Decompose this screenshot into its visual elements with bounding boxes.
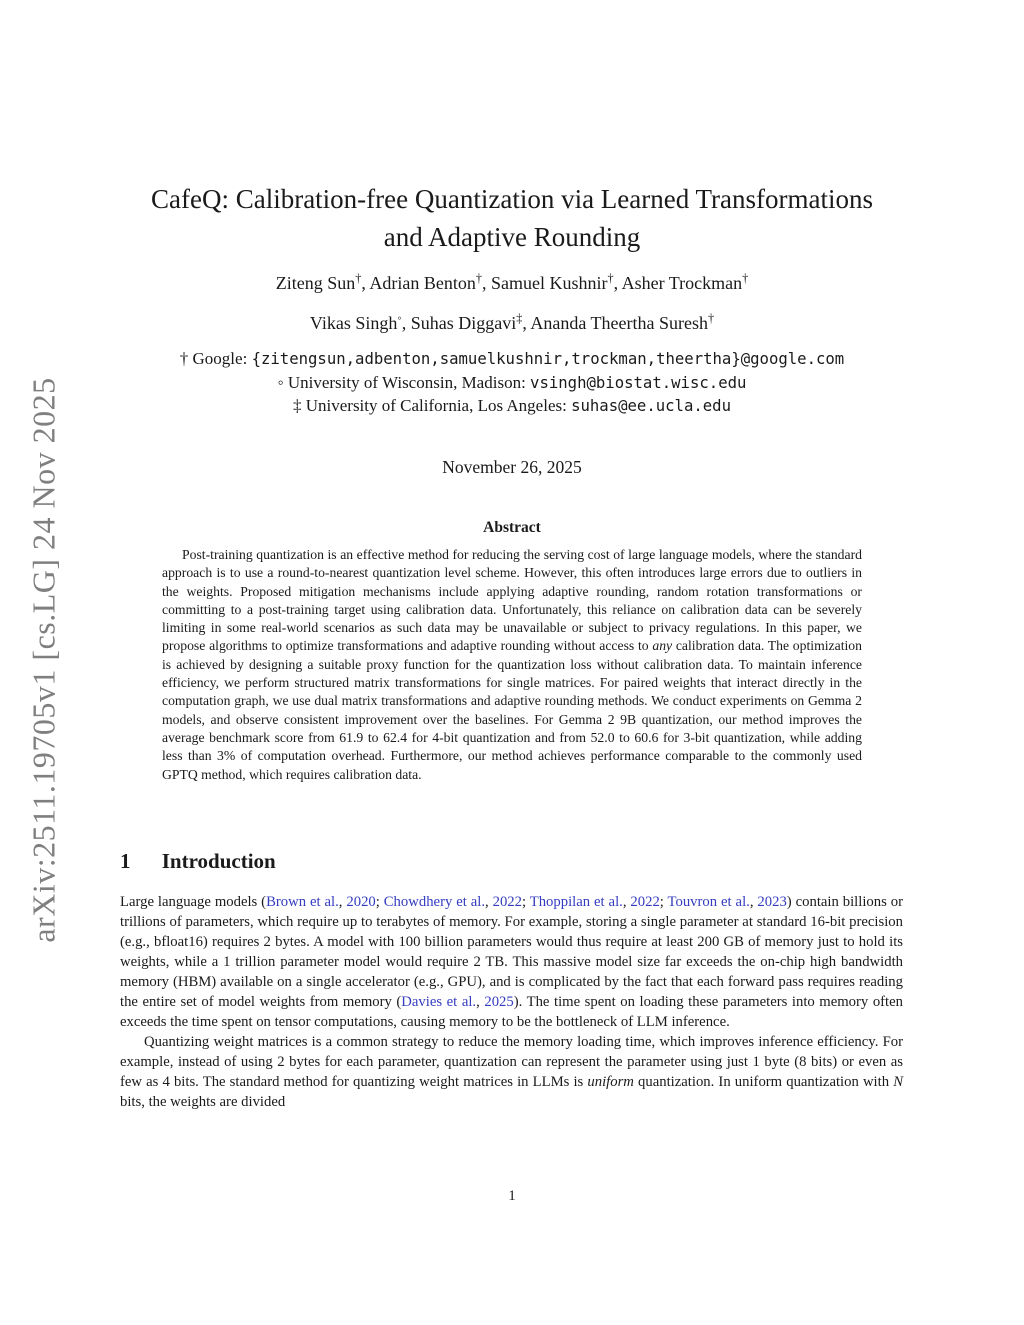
citation-link[interactable]: Davies et al. bbox=[401, 994, 477, 1010]
authors-line-1 bbox=[0, 273, 1024, 294]
citation-link[interactable]: 2020 bbox=[346, 894, 376, 910]
citation-link[interactable]: Thoppilan et al. bbox=[529, 894, 623, 910]
author-affiliation-mark: † bbox=[475, 271, 482, 285]
abstract-heading: Abstract bbox=[483, 519, 541, 536]
text-segment: quantization. In uniform quantization with bbox=[633, 1074, 894, 1090]
text-segment: † Google: bbox=[179, 349, 252, 368]
author-affiliation-mark: ◦ bbox=[397, 311, 402, 325]
affiliation-google bbox=[0, 347, 1024, 371]
email-text: suhas@ee.ucla.edu bbox=[571, 396, 731, 415]
text-segment: , bbox=[749, 894, 758, 910]
author-affiliation-mark: † bbox=[742, 271, 749, 285]
citation-link[interactable]: 2025 bbox=[484, 994, 514, 1010]
text-segment: calibration data. The optimization is achieved by designing a suitable proxy function for the quantization loss without calibration data. To maintain inference efficiency, we perform structured matrix transformations for single matrices. For paired weights that interact directly in the computation graph, we use dual matrix transformations and adaptive rounding methods. We conduct experiments on Gemma 2 models, and observe consistent improvement over the baselines. For Gemma 2 9B quantization, our method improves the average benchmark score from 61.9 to 62.4 for 4-bit quantization and from 52.0 to 60.6 for 3-bit quantization, while adding less than 3% of computation overhead. Furthermore, our method achieves performance comparable to the commonly used GPTQ method, which requires calibration data. bbox=[162, 638, 862, 782]
text-segment: bits, the weights are divided bbox=[120, 1094, 286, 1110]
text-segment: , bbox=[485, 894, 493, 910]
section-heading-introduction bbox=[120, 849, 276, 874]
author-affiliation-mark: ‡ bbox=[516, 311, 523, 325]
citation-link[interactable]: 2022 bbox=[492, 894, 522, 910]
email-text: vsingh@biostat.wisc.edu bbox=[530, 372, 747, 392]
text-segment: , Adrian Benton bbox=[361, 273, 476, 293]
text-segment: ; bbox=[659, 894, 668, 910]
intro-paragraph-1 bbox=[120, 892, 903, 1032]
citation-link[interactable]: Brown et al. bbox=[266, 894, 339, 910]
arxiv-watermark: arXiv:2511.19705v1 [cs.LG] 24 Nov 2025 bbox=[25, 377, 62, 943]
text-segment: Vikas Singh bbox=[309, 313, 398, 333]
email-text: {zitengsun,adbenton,samuelkushnir,trockman,theertha}@google.com bbox=[251, 349, 845, 368]
author-affiliation-mark: † bbox=[607, 271, 614, 285]
text-segment: ◦ University of Wisconsin, Madison: bbox=[277, 372, 531, 392]
introduction-body bbox=[120, 892, 903, 1112]
text-segment: ) contain billions or trillions of parameters, which require up to terabytes of memory. For example, storing a single parameter at standard 16-bit precision (e.g., bfloat16) requires 2 bytes. A model with 100 billion parameters would thus require at least 200 GB of memory just to hold its weights, while a 1 trillion parameter model would require 2 TB. This massive model size far exceeds the on-chip high bandwidth memory (HBM) available on a single accelerator (e.g., GPU), and is complicated by the fact that each forward pass requires reading the entire set of model weights from memory ( bbox=[120, 894, 903, 1010]
emphasized-text: uniform bbox=[587, 1074, 634, 1090]
citation-link[interactable]: 2023 bbox=[757, 894, 787, 910]
page-number: 1 bbox=[508, 1188, 516, 1204]
text-segment: , Ananda Theertha Suresh bbox=[522, 313, 708, 333]
text-segment: ; bbox=[521, 894, 530, 910]
text-segment: , bbox=[338, 894, 347, 910]
affiliation-ucla bbox=[0, 394, 1024, 418]
affiliation-wisconsin bbox=[0, 371, 1024, 395]
emphasized-text: any bbox=[652, 638, 673, 654]
authors-line-2 bbox=[0, 313, 1024, 334]
text-segment: Large language models ( bbox=[120, 894, 267, 910]
text-segment: , bbox=[476, 994, 485, 1010]
text-segment: Quantizing weight matrices is a common strategy to reduce the memory loading time, which improves inference efficiency. For example, instead of using 2 bytes for each parameter, quantization can represent the parameter using just 1 byte (8 bits) or even as few as 4 bits. The standard method for quantizing weight matrices in LLMs is bbox=[120, 1034, 903, 1090]
text-segment: ‡ University of California, Los Angeles: bbox=[292, 396, 572, 415]
text-segment: , bbox=[622, 894, 631, 910]
citation-link[interactable]: 2022 bbox=[630, 894, 660, 910]
text-segment: , Samuel Kushnir bbox=[481, 273, 608, 293]
text-segment: Post-training quantization is an effective method for reducing the serving cost of large language models, where the standard approach is to use a round-to-nearest quantization level scheme. However, this often introduces large errors due to outliers in the weights. Proposed mitigation mechanisms include applying adaptive rounding, random rotation transformations or committing to a post-training target using calibration data. Unfortunately, this reliance on calibration data can be severely limiting in some real-world scenarios as such data may be unavailable or subject to privacy regulations. In this paper, we propose algorithms to optimize transformations and adaptive rounding without access to bbox=[162, 547, 862, 654]
paper-date: November 26, 2025 bbox=[442, 457, 582, 477]
section-number: 1 bbox=[120, 849, 131, 873]
text-segment: Ziteng Sun bbox=[275, 273, 356, 293]
citation-link[interactable]: Touvron et al. bbox=[667, 894, 750, 910]
author-affiliation-mark: † bbox=[707, 311, 715, 325]
text-segment: , Asher Trockman bbox=[613, 273, 743, 293]
text-segment: , Suhas Diggavi bbox=[401, 313, 517, 333]
author-affiliation-mark: † bbox=[355, 271, 362, 285]
abstract-body bbox=[162, 546, 862, 784]
text-segment: ; bbox=[375, 894, 384, 910]
citation-link[interactable]: Chowdhery et al. bbox=[383, 894, 486, 910]
paper-title-line-1: CafeQ: Calibration-free Quantization via Learned Transformations bbox=[150, 184, 874, 214]
affiliations-block bbox=[0, 347, 1024, 418]
paper-title bbox=[0, 180, 1024, 256]
emphasized-text: N bbox=[893, 1074, 903, 1090]
section-title: Introduction bbox=[161, 849, 276, 873]
text-segment: ). The time spent on loading these parameters into memory often exceeds the time spent on tensor computations, causing memory to be the bottleneck of LLM inference. bbox=[120, 994, 904, 1030]
paper-title-line-2: and Adaptive Rounding bbox=[383, 222, 641, 252]
intro-paragraph-2 bbox=[120, 1032, 903, 1112]
